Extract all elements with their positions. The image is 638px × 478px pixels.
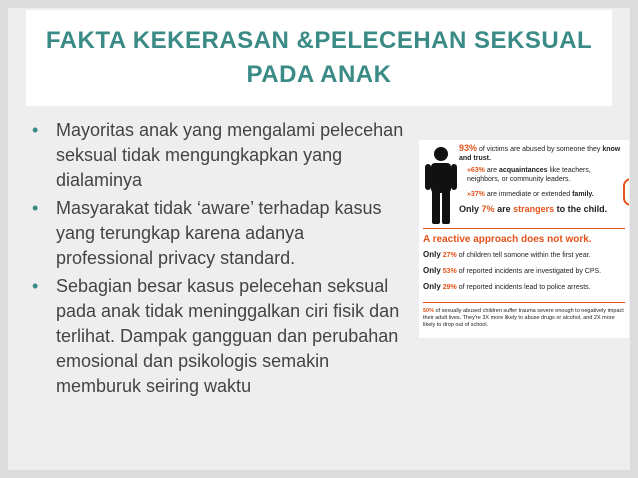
bullet-item bbox=[26, 196, 406, 271]
bullet-list bbox=[26, 118, 406, 402]
stat-trust: 93% of victims are abused by someone they know and trust. bbox=[459, 143, 621, 162]
bullet-dot-icon: • bbox=[32, 276, 39, 296]
stat-investigated: Only 53% of reported incidents are investigated by CPS. bbox=[423, 266, 602, 275]
stat-acquaintances: »63% are acquaintances like teachers, neighbors, or community leaders. bbox=[467, 167, 591, 183]
divider bbox=[423, 228, 625, 229]
stat-strangers: Only 7% are strangers to the child. bbox=[459, 204, 608, 214]
bullet-text: Mayoritas anak yang mengalami pelecehan seksual tidak mengungkapkan yang dialaminya bbox=[56, 120, 404, 190]
stat-tell: Only 27% of children tell somone within the first year. bbox=[423, 250, 591, 259]
reactive-heading: A reactive approach does not work. bbox=[423, 234, 592, 245]
bullet-text: Sebagian besar kasus pelecehan seksual pada anak tidak meninggalkan ciri fisik dan terlihat. Dampak gangguan dan perubahan emosional dan psikologis semakin memburuk seiring waktu bbox=[56, 276, 400, 396]
bullet-dot-icon: • bbox=[32, 120, 39, 140]
bullet-text: Masyarakat tidak ‘aware’ terhadap kasus yang terungkap karena adanya professional privacy standard. bbox=[56, 198, 382, 268]
person-silhouette-icon bbox=[423, 146, 459, 226]
infographic-image bbox=[419, 140, 629, 338]
decorative-circle-icon bbox=[623, 178, 629, 206]
bullet-item bbox=[26, 118, 406, 193]
stat-arrests: Only 29% of reported incidents lead to police arrests. bbox=[423, 282, 591, 291]
title-box bbox=[26, 10, 612, 106]
bullet-item bbox=[26, 274, 406, 399]
stat-trauma: 50% of sexually abused children suffer trauma severe enough to negatively impact their adult lives. They're 3X more likely to abuse drugs or alcohol, and 2X more likely to drop out of school. bbox=[423, 308, 624, 328]
divider bbox=[423, 302, 625, 303]
bullet-dot-icon: • bbox=[32, 198, 39, 218]
slide-title: FAKTA KEKERASAN &PELECEHAN SEKSUAL PADA ANAK bbox=[45, 27, 593, 88]
stat-family: »37% are immediate or extended family. bbox=[467, 191, 594, 198]
